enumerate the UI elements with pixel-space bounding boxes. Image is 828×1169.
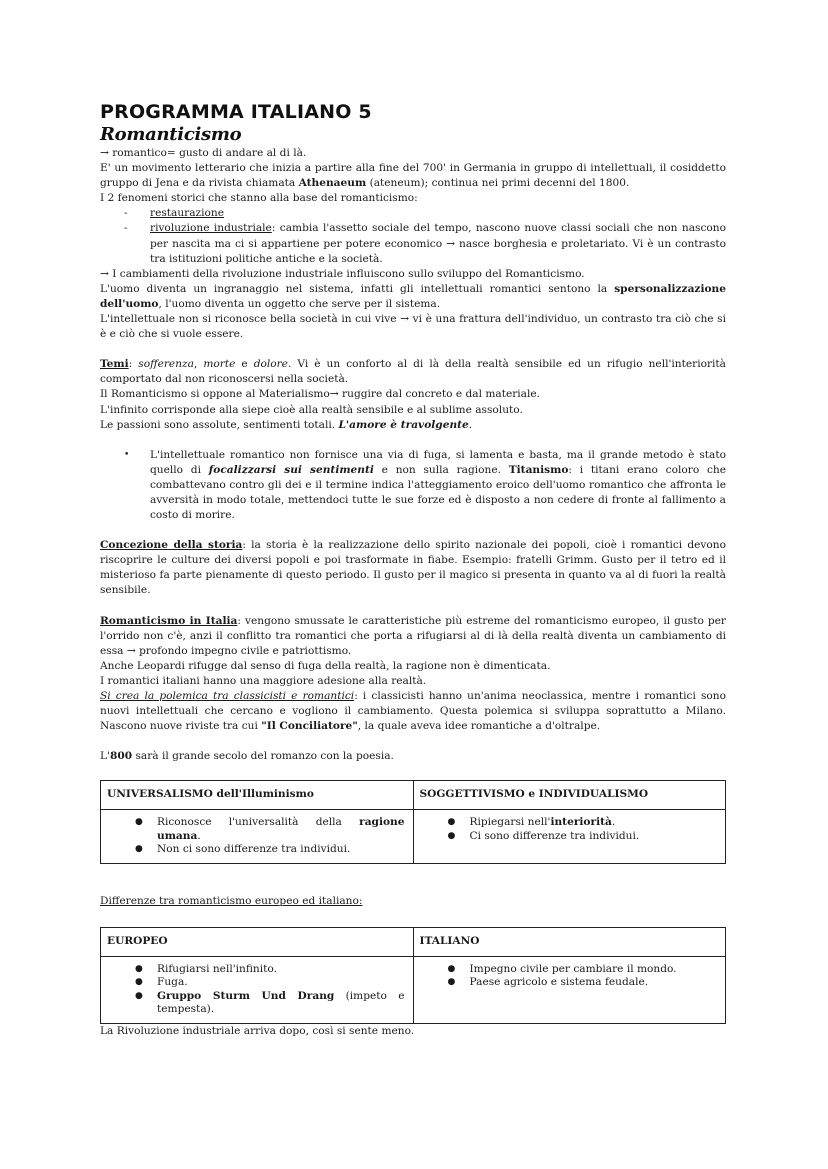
text: Rifugiarsi nell'infinito.	[157, 962, 277, 975]
temi-paragraph	[100, 357, 726, 387]
theme: sofferenza	[138, 358, 194, 371]
list-item	[107, 816, 405, 843]
table-cell	[101, 956, 414, 1023]
text: Non ci sono differenze tra individui.	[157, 843, 351, 856]
dash-marker: -	[124, 222, 128, 235]
theme: morte	[203, 358, 236, 371]
text: Impegno civile per cambiare il mondo.	[469, 962, 677, 975]
theme: dolore	[253, 358, 288, 371]
list-item	[107, 976, 405, 990]
list-item	[100, 221, 726, 266]
bold-term: 800	[109, 750, 133, 763]
emphasis: L'amore è travolgente	[338, 418, 469, 431]
storia-paragraph	[100, 538, 726, 598]
text: ,	[193, 358, 204, 371]
text: .	[468, 418, 473, 431]
text: L'uomo diventa un ingranaggio nel sistema, infatti gli intellettuali romantici sentono la	[100, 282, 615, 295]
phenomena-lead: I 2 fenomeni storici che stanno alla base del romanticismo:	[100, 192, 418, 205]
bullet-icon: ●	[447, 817, 456, 828]
phenomena-list	[100, 206, 726, 266]
text: e non sulla ragione.	[373, 463, 509, 476]
movement-paragraph	[100, 161, 726, 191]
gear-paragraph	[100, 282, 726, 312]
text: : cambia l'assetto sociale del tempo, nascono nuove classi sociali che non nascono per nascita ma ci si appartiene per potere economico → nasce borghesia e proletariato. Vi è un contrasto tra istituzioni politiche antiche e la società.	[150, 222, 726, 265]
bullet-icon: ●	[135, 990, 143, 1001]
section-title-romanticismo: Romanticismo	[100, 124, 242, 145]
materialismo-line: Il Romanticismo si oppone al Materialismo→ ruggire dal concreto e dal materiale.	[100, 388, 541, 401]
bullet-icon: ●	[447, 977, 456, 988]
term: rivoluzione industriale	[150, 222, 272, 235]
list-item	[420, 816, 718, 830]
bullet-icon: ●	[135, 963, 143, 974]
text: Riconosce l'universalità della	[157, 816, 360, 829]
bullet-icon: ●	[135, 844, 143, 855]
bold-term: ragione umana	[157, 816, 405, 842]
conciliatore-term: "Il Conciliatore"	[261, 720, 358, 733]
bullet-icon: •	[124, 449, 130, 460]
text: . Vi è un conforto al di là della realtà sensibile ed un rifugio nell'interiorità comportato dal non riconoscersi nella società.	[100, 358, 726, 386]
text: (ateneum); continua nei primi decenni del 1800.	[366, 177, 630, 190]
universalismo-table	[100, 780, 726, 864]
text: , la quale aveva idee romantiche a d'oltralpe.	[357, 720, 601, 733]
titanismo-term: Titanismo	[508, 463, 569, 476]
text: : vengono smussate le caratteristiche più estreme del romanticismo europeo, il gusto per l'orrido non c'è, anzi il conflitto tra romantici che porta a rifugiarsi al di là della realtà diventa un cambiamento di essa → profondo impegno civile e patriottismo.	[100, 614, 726, 657]
text: Fuga.	[157, 976, 188, 989]
bullet-icon: ●	[135, 977, 143, 988]
list-item	[100, 448, 726, 523]
list-item	[420, 830, 718, 844]
titanismo-list	[100, 448, 726, 523]
definition-line: → romantico= gusto di andare al di là.	[100, 147, 307, 159]
fracture-paragraph: L'intellettuale non si riconosce bella società in cui vive → vi è una frattura dell'individuo, un contrasto tra ciò che si è e ciò che si vuole essere.	[100, 313, 726, 341]
adesione-line: I romantici italiani hanno una maggiore adesione alla realtà.	[100, 674, 427, 687]
table-header: EUROPEO	[101, 927, 414, 956]
passioni-line	[100, 418, 726, 433]
differenze-heading: Differenze tra romanticismo europeo ed italiano:	[100, 894, 363, 907]
text: Le passioni sono assolute, sentimenti totali.	[100, 418, 339, 431]
text: (impeto e tempesta).	[157, 989, 405, 1016]
text: .	[611, 816, 616, 829]
differenze-table	[100, 927, 726, 1024]
italia-paragraph	[100, 614, 726, 659]
list-item	[420, 976, 718, 990]
polemica-label: Si crea la polemica tra classicisti e romantici	[100, 690, 355, 702]
text: Paese agricolo e sistema feudale.	[469, 976, 649, 989]
text: :	[128, 358, 139, 371]
text: sarà il grande secolo del romanzo con la poesia.	[132, 750, 394, 763]
text: : la storia è la realizzazione dello spirito nazionale dei popoli, cioè i romantici devono riscoprire le culture dei diversi popoli e poi trasformate in fiabe. Esempio: fratelli Grimm. Gusto per il tetro ed il misterioso fa parte pienamente di questo periodo. Il gusto per il magico si presenta in quanto va al di fuori la realtà sensibile.	[100, 539, 726, 597]
text: .	[197, 829, 201, 842]
storia-label: Concezione della storia	[100, 539, 243, 552]
text: e	[235, 358, 254, 371]
text: Ci sono differenze tra individui.	[469, 829, 640, 842]
list-item	[107, 990, 405, 1017]
bullet-icon: ●	[135, 817, 143, 828]
bold-term: interiorità	[550, 816, 612, 829]
table-cell	[413, 956, 726, 1023]
secolo-line	[100, 749, 726, 764]
list-item	[107, 963, 405, 977]
table-cell	[413, 810, 726, 864]
list-item	[420, 963, 718, 977]
term: restaurazione	[150, 207, 224, 220]
table-header: ITALIANO	[413, 927, 726, 956]
text: L'intellettuale romantico non fornisce una via di fuga, si lamenta e basta, ma il grande metodo è stato quello di	[150, 448, 726, 476]
leopardi-line: Anche Leopardi rifugge dal senso di fuga della realtà, la ragione non è dimenticata.	[100, 659, 551, 672]
document-page	[100, 100, 726, 1039]
page-title: PROGRAMMA ITALIANO 5	[100, 101, 372, 123]
bold-term: Gruppo Sturm Und Drang	[157, 989, 335, 1002]
list-item	[100, 206, 726, 221]
text: Ripiegarsi nell'	[469, 816, 551, 829]
text: E' un movimento letterario che inizia a partire alla fine del 700' in Germania in gruppo di intellettuali, il cosiddetto gruppo di Jena e da rivista chiamata	[100, 162, 726, 190]
text: : i classicisti hanno un'anima neoclassica, mentre i romantici sono nuovi intellettuali che cercano e vogliono il cambiamento. Questa polemica si sviluppa soprattutto a Milano. Nascono nuove riviste tra cui	[100, 690, 726, 733]
table-header: UNIVERSALISMO dell'Illuminismo	[101, 781, 414, 810]
italia-label: Romanticismo in Italia	[100, 614, 238, 627]
emphasis: focalizzarsi sui sentimenti	[208, 463, 374, 476]
bold-term: spersonalizzazione dell'uomo	[100, 282, 726, 310]
dash-marker: -	[124, 207, 128, 220]
infinito-line: L'infinito corrisponde alla siepe cioè alla realtà sensibile e al sublime assoluto.	[100, 403, 523, 416]
influence-line: → I cambiamenti della rivoluzione industriale influiscono sullo sviluppo del Romanticismo.	[100, 267, 585, 280]
text: : i titani erano coloro che combattevano contro gli dei e il termine indica l'atteggiamento eroico dell'uomo romantico che affronta le avversità in modo totale, mettendoci tutte le sue forze ed è disposto a non cedere di fronte al fallimento a costo di morire.	[150, 463, 726, 522]
bullet-icon: ●	[447, 830, 456, 841]
temi-label: Temi	[100, 358, 129, 371]
list-item	[107, 843, 405, 857]
text: L'	[100, 750, 110, 763]
footer-note: La Rivoluzione industriale arriva dopo, così si sente meno.	[100, 1024, 415, 1037]
table-header: SOGGETTIVISMO e INDIVIDUALISMO	[413, 781, 726, 810]
table-cell	[101, 810, 414, 864]
bullet-icon: ●	[447, 963, 456, 974]
athenaeum-term: Athenaeum	[298, 177, 367, 190]
text: , l'uomo diventa un oggetto che serve per il sistema.	[158, 297, 441, 310]
polemica-paragraph	[100, 689, 726, 734]
